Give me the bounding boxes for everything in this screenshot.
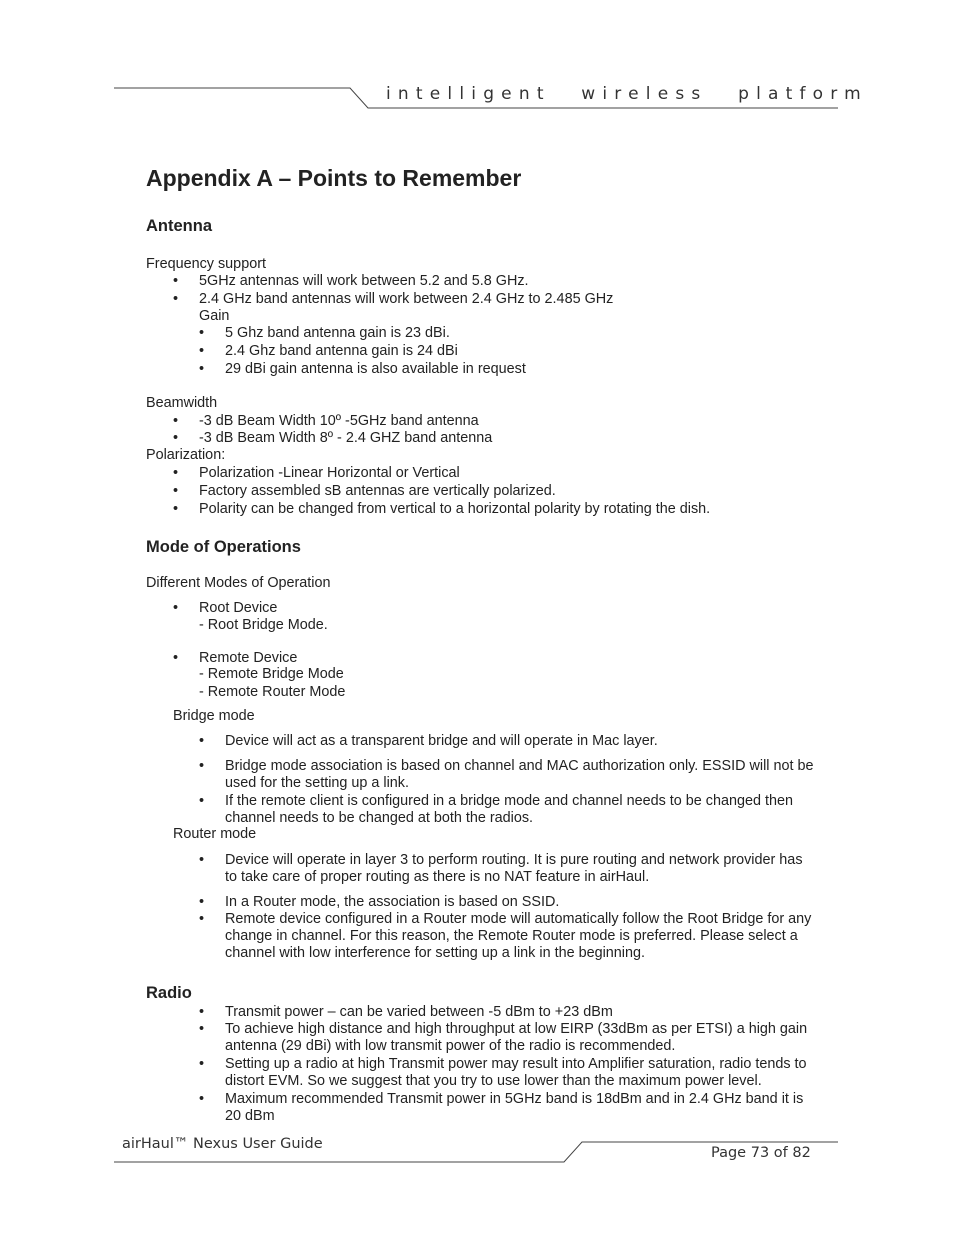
list-item: • Device will act as a transparent bridge and will operate in Mac layer. [225,733,658,750]
list-item: • 5 Ghz band antenna gain is 23 dBi. [225,325,450,342]
polarization-label: Polarization: [146,447,226,463]
list-item: • -3 dB Beam Width 10º -5GHz band antenna [199,413,479,430]
list-item: • Remote device configured in a Router mode will automatically follow the Root Bridge for any change in channel. For this reason, the Remote Router mode is preferred. Please select a channel with low interference for setting up a link in the beginning. [225,911,815,962]
bridge-mode-label: Bridge mode [173,708,255,724]
list-item: • To achieve high distance and high throughput at low EIRP (33dBm as per ETSI) a high gain antenna (29 dBi) with low transmit power of the radio is recommended. [225,1021,815,1055]
list-item: • In a Router mode, the association is based on SSID. [225,894,559,911]
sub-item: - Remote Router Mode [199,684,346,700]
list-item: • 29 dBi gain antenna is also available in request [225,361,526,378]
list-item: • If the remote client is configured in a bridge mode and channel needs to be changed then channel needs to be changed at both the radios. [225,793,815,827]
list-item: • Factory assembled sB antennas are vertically polarized. [199,483,556,500]
list-item: • Polarity can be changed from vertical to a horizontal polarity by rotating the dish. [199,501,710,518]
sub-item: - Remote Bridge Mode [199,666,344,682]
list-item: • 2.4 Ghz band antenna gain is 24 dBi [225,343,458,360]
list-item: • Polarization -Linear Horizontal or Vertical [199,465,460,482]
gain-label: Gain [199,308,230,324]
list-item: • Transmit power – can be varied between -5 dBm to +23 dBm [225,1004,613,1021]
list-item: • Bridge mode association is based on channel and MAC authorization only. ESSID will not be used for the setting up a link. [225,758,815,792]
modes-intro: Different Modes of Operation [146,575,331,591]
sub-item: - Root Bridge Mode. [199,617,328,633]
radio-heading: Radio [146,984,192,1002]
footer-guide-title: airHaul™ Nexus User Guide [122,1136,323,1152]
modes-heading: Mode of Operations [146,538,301,556]
list-item: • 5GHz antennas will work between 5.2 and 5.8 GHz. [199,273,529,290]
list-item: • Maximum recommended Transmit power in 5GHz band is 18dBm and in 2.4 GHz band it is 20 dBm [225,1091,815,1125]
footer-page-number: Page 73 of 82 [711,1145,811,1161]
list-item: • 2.4 GHz band antennas will work between 2.4 GHz to 2.485 GHz [199,291,613,308]
list-item: • Root Device [199,600,277,617]
beamwidth-label: Beamwidth [146,395,218,411]
page-title: Appendix A – Points to Remember [146,165,522,191]
list-item: • Remote Device [199,650,297,667]
header-tagline: intelligent wireless platform [386,84,868,104]
frequency-label: Frequency support [146,256,266,272]
list-item: • -3 dB Beam Width 8º - 2.4 GHZ band antenna [199,430,492,447]
list-item: • Setting up a radio at high Transmit power may result into Amplifier saturation, radio tends to distort EVM. So we suggest that you try to use lower than the maximum power level. [225,1056,815,1090]
router-mode-label: Router mode [173,826,257,842]
list-item: • Device will operate in layer 3 to perform routing. It is pure routing and network provider has to take care of proper routing as there is no NAT feature in airHaul. [225,852,815,886]
antenna-heading: Antenna [146,217,212,235]
